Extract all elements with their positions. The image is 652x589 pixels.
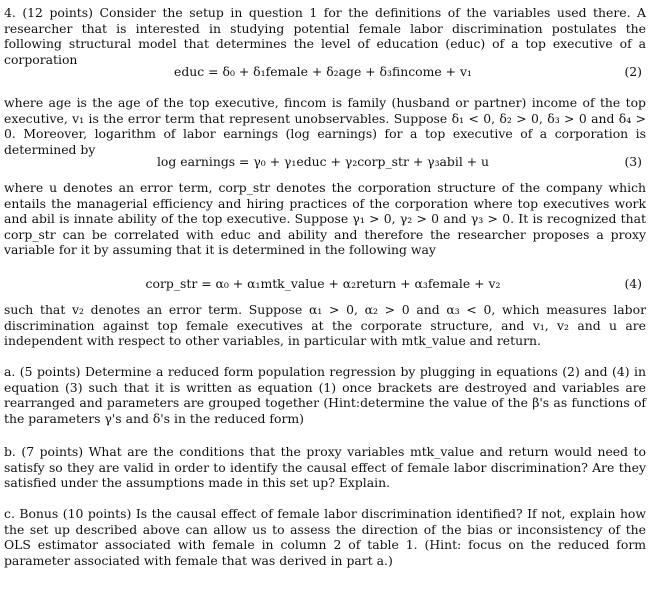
equation-3-body: log earnings = γ₀ + γ₁educ + γ₂corp_str + γ₃abil + u (156, 154, 490, 169)
equation-4-number: (4) (624, 276, 642, 291)
equation-2 (4, 64, 642, 80)
equation-4-body: corp_str = α₀ + α₁mtk_value + α₂return + α₃female + v₂ (145, 276, 501, 291)
equation-3 (4, 154, 642, 170)
equation-2-body: educ = δ₀ + δ₁female + δ₂age + δ₃fincome + v₁ (174, 64, 472, 79)
equation-2-number: (2) (624, 64, 642, 79)
question-4-intro: 4. (12 points) Consider the setup in question 1 for the definitions of the variables used there. A researcher that is interested in studying potential female labor discrimination postulates the following structural model that determines the level of education (educ) of a top executive of a corporation (4, 5, 646, 67)
part-b-text: b. (7 points) What are the conditions that the proxy variables mtk_value and return would need to satisfy so they are valid in order to identify the causal effect of female labor discrimination? Are they satisfied under the assumptions made in this set up? Explain. (4, 444, 646, 491)
paragraph-after-eq2: where age is the age of the top executive, fincom is family (husband or partner) income of the top executive, v₁ is the error term that represent unobservables. Suppose δ₁ < 0, δ₂ > 0, δ₃ > 0 and δ₄ > 0. Moreover, logarithm of labor earnings (log earnings) for a top executive of a corporation is determined by (4, 95, 646, 157)
equation-3-number: (3) (624, 154, 642, 169)
part-a-text: a. (5 points) Determine a reduced form population regression by plugging in equations (2) and (4) in equation (3) such that it is written as equation (1) once brackets are destroyed and variables are rearranged and parameters are grouped together (Hint:determine the value of the β's as functions of the parameters γ's and δ's in the reduced form) (4, 364, 646, 426)
paragraph-after-eq3: where u denotes an error term, corp_str denotes the corporation structure of the company which entails the managerial efficiency and hiring practices of the corporation where top executives work and abil is innate ability of the top executive. Suppose γ₁ > 0, γ₂ > 0 and γ₃ > 0. It is recognized that corp_str can be correlated with educ and ability and therefore the researcher proposes a proxy variable for it by assuming that it is determined in the following way (4, 180, 646, 258)
part-c-text: c. Bonus (10 points) Is the causal effect of female labor discrimination identified? If not, explain how the set up described above can allow us to assess the direction of the bias or inconsistency of the OLS estimator associated with female in column 2 of table 1. (Hint: focus on the reduced form parameter associated with female that was derived in part a.) (4, 506, 646, 568)
paragraph-after-eq4: such that v₂ denotes an error term. Suppose α₁ > 0, α₂ > 0 and α₃ < 0, which measures labor discrimination against top female executives at the corporate structure, and v₁, v₂ and u are independent with respect to other variables, in particular with mtk_value and return. (4, 302, 646, 349)
equation-4 (4, 276, 642, 292)
